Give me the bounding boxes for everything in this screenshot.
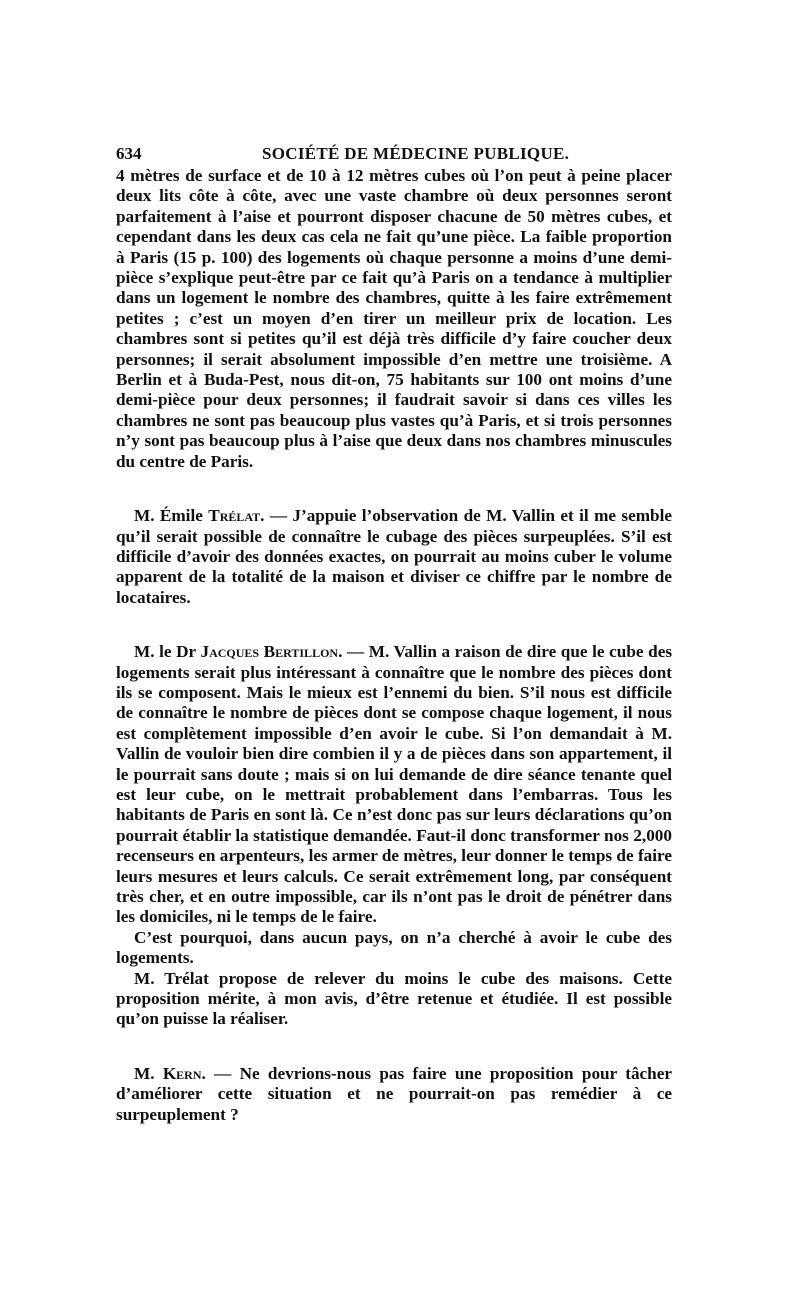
- speaker-prefix: M.: [134, 1063, 163, 1083]
- paragraph-text: . — J’appuie l’observation de M. Vallin et il me semble qu’il serait possible de connaître le cubage des pièces surpeuplées. S’il est difficile d’avoir des données exactes, on pourrait au moins cuber le volume apparent de la totalité de la maison et diviser ce chiffre par le nombre de locataires.: [116, 506, 672, 607]
- running-title: SOCIÉTÉ DE MÉDECINE PUBLIQUE.: [262, 144, 570, 163]
- paragraph-bertillon-3: M. Trélat propose de relever du moins le cube des maisons. Cette proposition mérite, à mon avis, d’être retenue et étudiée. Il est possible qu’on puisse la réaliser.: [116, 968, 672, 1029]
- speaker-name: Kern: [162, 1063, 202, 1083]
- paragraph-text: . — Ne devrions-nous pas faire une proposition pour tâcher d’améliorer cette situation et ne pourrait-on pas remédier à ce surpeuplement ?: [116, 1063, 672, 1124]
- paragraph-trelat: [116, 506, 672, 608]
- page-header: [116, 140, 672, 166]
- speaker-prefix: M. Émile: [134, 506, 209, 526]
- speaker-prefix: M. le Dr: [134, 642, 201, 662]
- speaker-name: Trélat: [208, 506, 261, 526]
- page-number: 634: [116, 144, 142, 163]
- paragraph-continuation: 4 mètres de surface et de 10 à 12 mètres cubes où l’on peut à peine placer deux lits côte à côte, avec une vaste chambre où deux personnes seront parfaitement à l’aise et pourront disposer chacune de 50 mètres cubes, et cependant dans les deux cas cela ne fait qu’une pièce. La faible proportion à Paris (15 p. 100) des logements où chaque personne a moins d’une demi-pièce s’explique peut-être par ce fait qu’à Paris on a tendance à multiplier dans un logement le nombre des chambres, quitte à les faire extrêmement petites ; c’est un moyen d’en tirer un meilleur prix de location. Les chambres sont si petites qu’il est déjà très difficile d’y faire coucher deux personnes; il serait absolument impossible d’en mettre une troisième. A Berlin et à Buda-Pest, nous dit-on, 75 habitants sur 100 ont moins d’une demi-pièce pour deux personnes; il faudrait savoir si dans ces villes les chambres ne sont pas beaucoup plus vastes qu’à Paris, et si trois personnes n’y sont pas beaucoup plus à l’aise que deux dans nos chambres minuscules du centre de Paris.: [116, 166, 672, 471]
- paragraph-bertillon: [116, 642, 672, 928]
- document-page: [116, 140, 672, 1125]
- speaker-name: Jacques Bertillon: [200, 642, 339, 662]
- paragraph-text: . — M. Vallin a raison de dire que le cube des logements serait plus intéressant à connaître que le nombre des pièces dont ils se composent. Mais le mieux est l’ennemi du bien. S’il nous est difficile de connaître le nombre de pièces dont se compose chaque logement, il nous est complètement impossible d’en avoir le cube. Si l’on demandait à M. Vallin de vouloir bien dire combien il y a de pièces dans son appartement, il le pourrait sans doute ; mais si on lui demande de dire séance tenante quel est leur cube, on le mettrait probablement dans l’embarras. Tous les habitants de Paris en sont là. Ce n’est donc pas sur leurs déclarations qu’on pourrait établir la statistique demandée. Faut-il donc transformer nos 2,000 recenseurs en arpenteurs, les armer de mètres, leur donner le temps de faire leurs mesures et leurs calculs. Ce serait extrêmement long, par conséquent très cher, et en outre impossible, car ils n’ont pas le droit de pénétrer dans les domiciles, ni le temps de le faire.: [116, 642, 673, 927]
- paragraph-bertillon-2: C’est pourquoi, dans aucun pays, on n’a cherché à avoir le cube des logements.: [116, 927, 672, 968]
- paragraph-kern: [116, 1064, 672, 1125]
